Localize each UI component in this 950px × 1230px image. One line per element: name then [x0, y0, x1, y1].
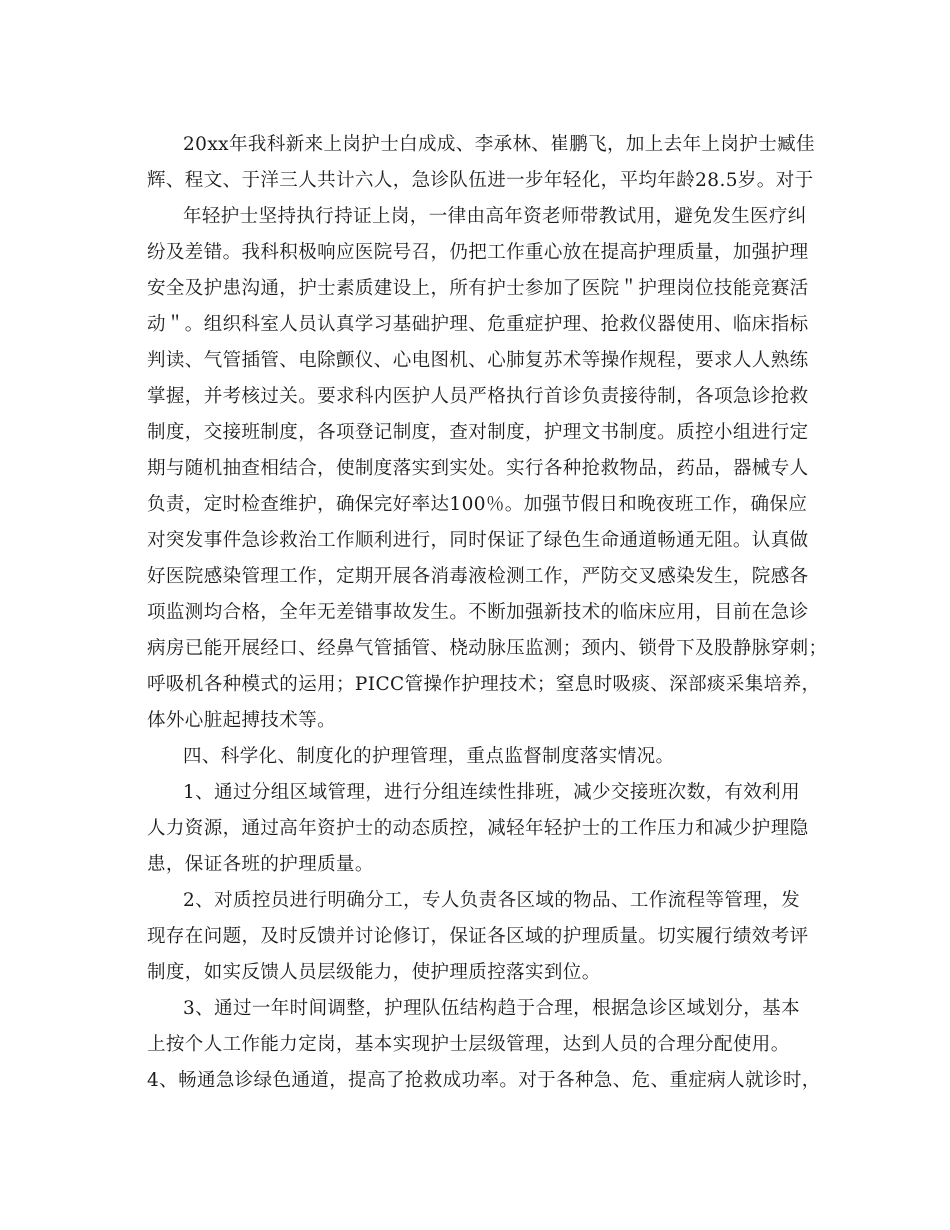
body-line: 呼吸机各种模式的运用；PICC管操作护理技术；窒息时吸痰、深部痰采集培养，	[147, 674, 821, 695]
body-line: 纷及差错。我科积极响应医院号召，仍把工作重心放在提高护理质量，加强护理	[147, 242, 809, 263]
body-line: 对突发事件急诊救治工作顺利进行，同时保证了绿色生命通道畅通无阻。认真做	[147, 530, 809, 551]
body-line: 制度，如实反馈人员层级能力，使护理质控落实到位。	[147, 962, 601, 983]
section-heading: 四、科学化、制度化的护理管理，重点监督制度落实情况。	[183, 746, 675, 767]
body-line: 安全及护患沟通，护士素质建设上，所有护士参加了医院＂护理岗位技能竞赛活	[147, 278, 809, 299]
body-line: 4、畅通急诊绿色通道，提高了抢救成功率。对于各种急、危、重症病人就诊时，	[147, 1070, 821, 1091]
body-line: 病房已能开展经口、经鼻气管插管、桡动脉压监测；颈内、锁骨下及股静脉穿刺；	[147, 638, 828, 659]
body-line: 制度，交接班制度，各项登记制度，查对制度，护理文书制度。质控小组进行定	[147, 422, 809, 443]
body-line: 体外心脏起搏技术等。	[147, 710, 337, 731]
body-line: 好医院感染管理工作，定期开展各消毒液检测工作，严防交叉感染发生，院感各	[147, 566, 809, 587]
body-line: 3、通过一年时间调整，护理队伍结构趋于合理，根据急诊区域划分，基本	[183, 998, 800, 1019]
body-line: 人力资源，通过高年资护士的动态质控，减轻年轻护士的工作压力和减少护理隐	[147, 818, 809, 839]
body-line: 辉、程文、于洋三人共计六人，急诊队伍进一步年轻化，平均年龄28.5岁。对于	[147, 170, 814, 191]
body-line: 1、通过分组区域管理，进行分组连续性排班，减少交接班次数，有效利用	[183, 782, 800, 803]
body-line: 动＂。组织科室人员认真学习基础护理、危重症护理、抢救仪器使用、临床指标	[147, 314, 809, 335]
body-line: 项监测均合格，全年无差错事故发生。不断加强新技术的临床应用，目前在急诊	[147, 602, 809, 623]
body-line: 患，保证各班的护理质量。	[147, 854, 374, 875]
body-line: 判读、气管插管、电除颤仪、心电图机、心肺复苏术等操作规程，要求人人熟练	[147, 350, 809, 371]
body-line: 2、对质控员进行明确分工，专人负责各区域的物品、工作流程等管理，发	[183, 890, 800, 911]
body-line: 负责，定时检查维护，确保完好率达100％。加强节假日和晚夜班工作，确保应	[147, 494, 808, 515]
body-line: 期与随机抽查相结合，使制度落实到实处。实行各种抢救物品，药品，器械专人	[147, 458, 809, 479]
body-line: 年轻护士坚持执行持证上岗，一律由高年资老师带教试用，避免发生医疗纠	[183, 206, 807, 227]
body-line: 上按个人工作能力定岗，基本实现护士层级管理，达到人员的合理分配使用。	[147, 1034, 790, 1055]
body-line: 掌握，并考核过关。要求科内医护人员严格执行首诊负责接待制，各项急诊抢救	[147, 386, 809, 407]
body-line: 现存在问题，及时反馈并讨论修订，保证各区域的护理质量。切实履行绩效考评	[147, 926, 809, 947]
body-line: 20xx年我科新来上岗护士白成成、李承林、崔鹏飞，加上去年上岗护士臧佳	[183, 134, 815, 155]
